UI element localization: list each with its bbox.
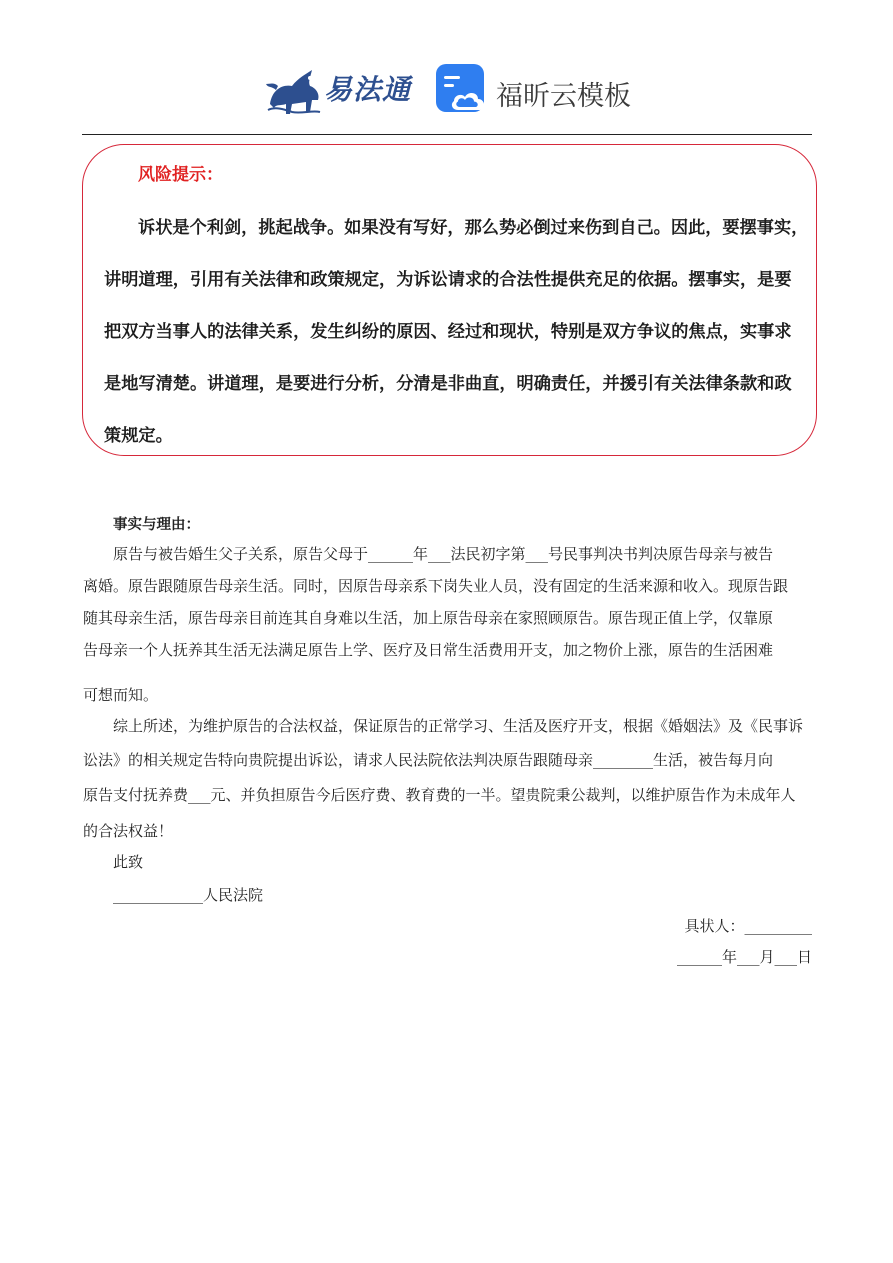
section-heading: 事实与理由： xyxy=(113,517,200,533)
court-name: ____________人民法院 xyxy=(113,886,264,904)
body-line: 原告支付抚养费___元、并负担原告今后医疗费、教育费的一半。望贵院秉公裁判，以维护原告作为未成年人 xyxy=(83,786,796,804)
risk-notice-title: 风险提示： xyxy=(138,165,223,185)
body-line: 综上所述，为维护原告的合法权益，保证原告的正常学习、生活及医疗开支，根据《婚姻法》及《民事诉 xyxy=(113,717,804,735)
risk-notice-line: 诉状是个利剑，挑起战争。如果没有写好，那么势必倒过来伤到自己。因此，要摆事实， xyxy=(138,218,809,238)
body-line: 可想而知。 xyxy=(83,686,159,704)
yifatong-logo-text: 易法通 xyxy=(324,73,412,106)
page-header xyxy=(0,58,893,124)
body-line: 随其母亲生活，原告母亲目前连其自身难以生活，加上原告母亲在家照顾原告。原告现正值上学，仅靠原 xyxy=(83,609,774,627)
foxit-template-logo-text: 福昕云模板 xyxy=(496,81,631,112)
body-line: 讼法》的相关规定告特向贵院提出诉讼，请求人民法院依法判决原告跟随母亲________生活，被告每月向 xyxy=(83,751,774,769)
signer-line: 具状人：_________ xyxy=(684,917,812,935)
header-divider xyxy=(82,134,812,135)
risk-notice-line: 是地写清楚。讲道理，是要进行分析，分清是非曲直，明确责任，并援引有关法律条款和政 xyxy=(104,374,792,394)
body-line: 的合法权益！ xyxy=(83,822,174,840)
body-line: 原告与被告婚生父子关系，原告父母于______年___法民初字第___号民事判决书判决原告母亲与被告 xyxy=(113,545,774,563)
yifatong-logo xyxy=(262,60,417,120)
body-line: 离婚。原告跟随原告母亲生活。同时，因原告母亲系下岗失业人员，没有固定的生活来源和收入。现原告跟 xyxy=(83,577,789,595)
qilin-emblem-icon xyxy=(262,60,324,118)
risk-notice-line: 讲明道理，引用有关法律和政策规定，为诉讼请求的合法性提供充足的依据。摆事实，是要 xyxy=(104,270,792,290)
risk-notice-box xyxy=(82,144,817,456)
date-line: ______年___月___日 xyxy=(676,948,812,966)
risk-notice-line: 把双方当事人的法律关系，发生纠纷的原因、经过和现状，特别是双方争议的焦点，实事求 xyxy=(104,322,792,342)
salutation: 此致 xyxy=(113,853,144,871)
foxit-template-logo xyxy=(436,64,636,120)
risk-notice-line: 策规定。 xyxy=(104,426,173,446)
cloud-document-icon xyxy=(436,64,488,116)
body-line: 告母亲一个人抚养其生活无法满足原告上学、医疗及日常生活费用开支，加之物价上涨，原告的生活困难 xyxy=(83,641,774,659)
